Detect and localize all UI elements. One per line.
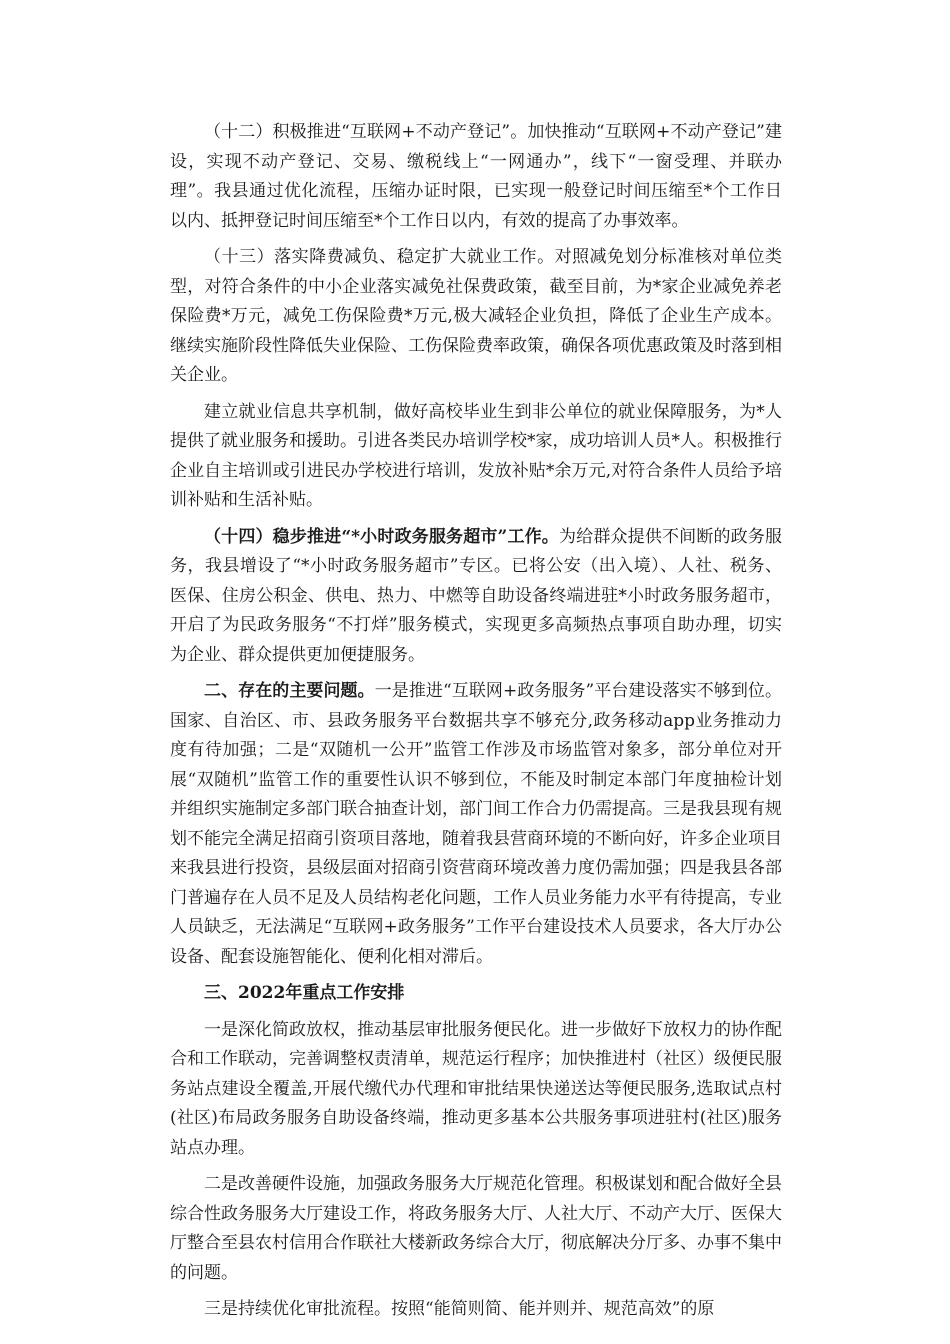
paragraph-employment [170, 398, 782, 516]
paragraph-heading: （十四）稳步推进“*小时政务服务超市”工作。 [204, 526, 559, 547]
paragraph-text: 建立就业信息共享机制，做好高校毕业生到非公单位的就业保障服务，为*人提供了就业服务和援助。引进各类民办培训学校*家，成功培训人员*人。积极推行企业自主培训或引进民办学校进行培训，发放补贴*余万元,对符合条件人员给予培训补贴和生活补贴。 [170, 401, 782, 510]
paragraph-text: 二是改善硬件设施，加强政务服务大厅规范化管理。积极谋划和配合做好全县综合性政务服务大厅建设工作，将政务服务大厅、人社大厅、不动产大厅、医保大厅整合至县农村信用合作联社大楼新政务综合大厅，彻底解决分厅多、办事不集中的问题。 [170, 1174, 782, 1283]
paragraph-text: （十二）积极推进“互联网+不动产登记”。加快推动“互联网+不动产登记”建设，实现不动产登记、交易、缴税线上“一网通办”，线下“一窗受理、并联办理”。我县通过优化流程，压缩办证时限，已实现一般登记时间压缩至*个工作日以内、抵押登记时间压缩至*个工作日以内，有效的提高了办事效率。 [170, 122, 782, 231]
paragraph-plan-3 [170, 1295, 782, 1325]
paragraph-text: 一是深化简政放权，推动基层审批服务便民化。进一步做好下放权力的协作配合和工作联动，完善调整权责清单，规范运行程序；加快推进村（社区）级便民服务站点建设全覆盖,开展代缴代办代理和审批结果快递送达等便民服务,选取试点村(社区)布局政务服务自助设备终端，推动更多基本公共服务事项进驻村(社区)服务站点办理。 [170, 1019, 782, 1158]
paragraph-14 [170, 523, 782, 671]
paragraph-13 [170, 243, 782, 391]
paragraph-problems [170, 677, 782, 972]
paragraph-text: （十三）落实降费减负、稳定扩大就业工作。对照减免划分标准核对单位类型，对符合条件的中小企业落实减免社保费政策，截至目前，为*家企业减免养老保险费*万元，减免工伤保险费*万元,极大减轻企业负担，降低了企业生产成本。继续实施阶段性降低失业保险、工伤保险费率政策，确保各项优惠政策及时落到相关企业。 [170, 247, 782, 385]
paragraph-plan-1 [170, 1016, 782, 1164]
paragraph-text: 三是持续优化审批流程。按照“能简则简、能并则并、规范高效”的原 [204, 1299, 715, 1319]
paragraph-2022-plan [170, 979, 782, 1009]
paragraph-12 [170, 118, 782, 236]
paragraph-text: 为给群众提供不间断的政务服务，我县增设了“*小时政务服务超市”专区。已将公安（出入境）、人社、税务、医保、住房公积金、供电、热力、中燃等自助设备终端进驻*小时政务服务超市，开启了为民政务服务“不打烊”服务模式，实现更多高频热点事项自助办理，切实为企业、群众提供更加便捷服务。 [170, 526, 783, 665]
section-heading: 三、2022年重点工作安排 [204, 983, 405, 1003]
document-body [170, 118, 782, 1332]
paragraph-plan-2 [170, 1170, 782, 1288]
section-heading: 二、存在的主要问题。 [204, 681, 375, 701]
paragraph-text: 一是推进“互联网+政务服务”平台建设落实不够到位。国家、自治区、市、县政务服务平台数据共享不够充分,政务移动app业务推动力度有待加强；二是“双随机一公开”监管工作涉及市场监管对象多，部分单位对开展“双随机”监管工作的重要性认识不够到位，不能及时制定本部门年度抽检计划并组织实施制定多部门联合抽查计划，部门间工作合力仍需提高。三是我县现有规划不能完全满足招商引资项目落地，随着我县营商环境的不断向好，许多企业项目来我县进行投资，县级层面对招商引资营商环境改善力度仍需加强；四是我县各部门普遍存在人员不足及人员结构老化问题，工作人员业务能力水平有待提高，专业人员缺乏，无法满足“互联网+政务服务”工作平台建设技术人员要求，各大厅办公设备、配套设施智能化、便利化相对滞后。 [170, 681, 783, 967]
